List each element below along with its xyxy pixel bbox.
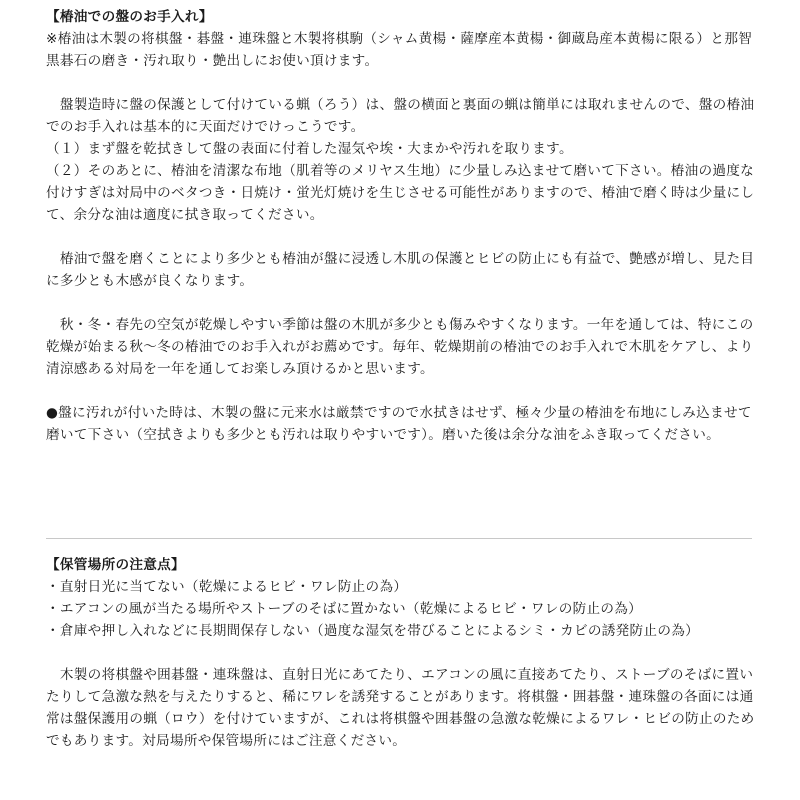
spacer [46, 226, 762, 248]
step-2: （２）そのあとに、椿油を清潔な布地（肌着等のメリヤス生地）に少量しみ込ませて磨いて下さい。椿油の過度な付けすぎは対局中のベタつき・日焼け・蛍光灯焼けを生じさせる可能性がありますので、椿油で磨く時は少量にして、余分な油は適度に拭き取ってください。 [46, 163, 755, 223]
section-divider [46, 538, 752, 539]
spacer [46, 380, 762, 402]
paragraph-storage-cracks: 木製の将棋盤や囲碁盤・連珠盤は、直射日光にあてたり、エアコンの風に直接あてたり、ストーブのそばに置いたりして急激な熱を与えたりすると、稀にワレを誘発することがあります。将棋盤・囲碁盤・連珠盤の各面には通常は盤保護用の蝋（ロウ）を付けていますが、これは将棋盤や囲碁盤の急激な乾燥によるワレ・ヒビの防止のためでもあります。対局場所や保管場所にはご注意ください。 [46, 667, 755, 749]
intro-note: ※椿油は木製の将棋盤・碁盤・連珠盤と木製将棋駒（シャム黄楊・薩摩産本黄楊・御蔵島産本黄楊に限る）と那智黒碁石の磨き・汚れ取り・艶出しにお使い頂けます。 [46, 31, 753, 69]
spacer [46, 642, 762, 664]
paragraph-benefits: 椿油で盤を磨くことにより多少とも椿油が盤に浸透し木肌の保護とヒビの防止にも有益で、艶感が増し、見た目に多少とも木感が良くなります。 [46, 251, 755, 289]
storage-item-aircon: ・エアコンの風が当たる場所やストーブのそばに置かない（乾燥によるヒビ・ワレの防止の為） [46, 601, 643, 617]
section-heading-camellia-oil: 【椿油での盤のお手入れ】 [46, 9, 213, 25]
storage-item-sunlight: ・直射日光に当てない（乾燥によるヒビ・ワレ防止の為） [46, 579, 408, 595]
paragraph-wax: 盤製造時に盤の保護として付けている蝋（ろう）は、盤の横面と裏面の蝋は簡単には取れませんので、盤の椿油でのお手入れは基本的に天面だけでけっこうです。 [46, 97, 755, 135]
section-heading-storage: 【保管場所の注意点】 [46, 557, 185, 573]
paragraph-dirt: ●盤に汚れが付いた時は、木製の盤に元来水は厳禁ですので水拭きはせず、極々少量の椿油を布地にしみ込ませて磨いて下さい（空拭きよりも多少とも汚れは取りやすいです）。磨いた後は余分な油をふき取ってください。 [46, 405, 752, 443]
spacer [46, 292, 762, 314]
spacer [46, 72, 762, 94]
step-1: （１）まず盤を乾拭きして盤の表面に付着した湿気や埃・大まかや汚れを取ります。 [46, 141, 573, 157]
storage-item-closet: ・倉庫や押し入れなどに長期間保存しない（過度な湿気を帯びることによるシミ・カビの誘発防止の為） [46, 623, 700, 639]
paragraph-seasons: 秋・冬・春先の空気が乾燥しやすい季節は盤の木肌が多少とも傷みやすくなります。一年を通しては、特にこの乾燥が始まる秋～冬の椿油でのお手入れがお薦めです。毎年、乾燥期前の椿油でのお手入れで木肌をケアし、より清涼感ある対局を一年を通してお楽しみ頂けるかと思います。 [46, 317, 754, 377]
storage-section [46, 554, 762, 752]
